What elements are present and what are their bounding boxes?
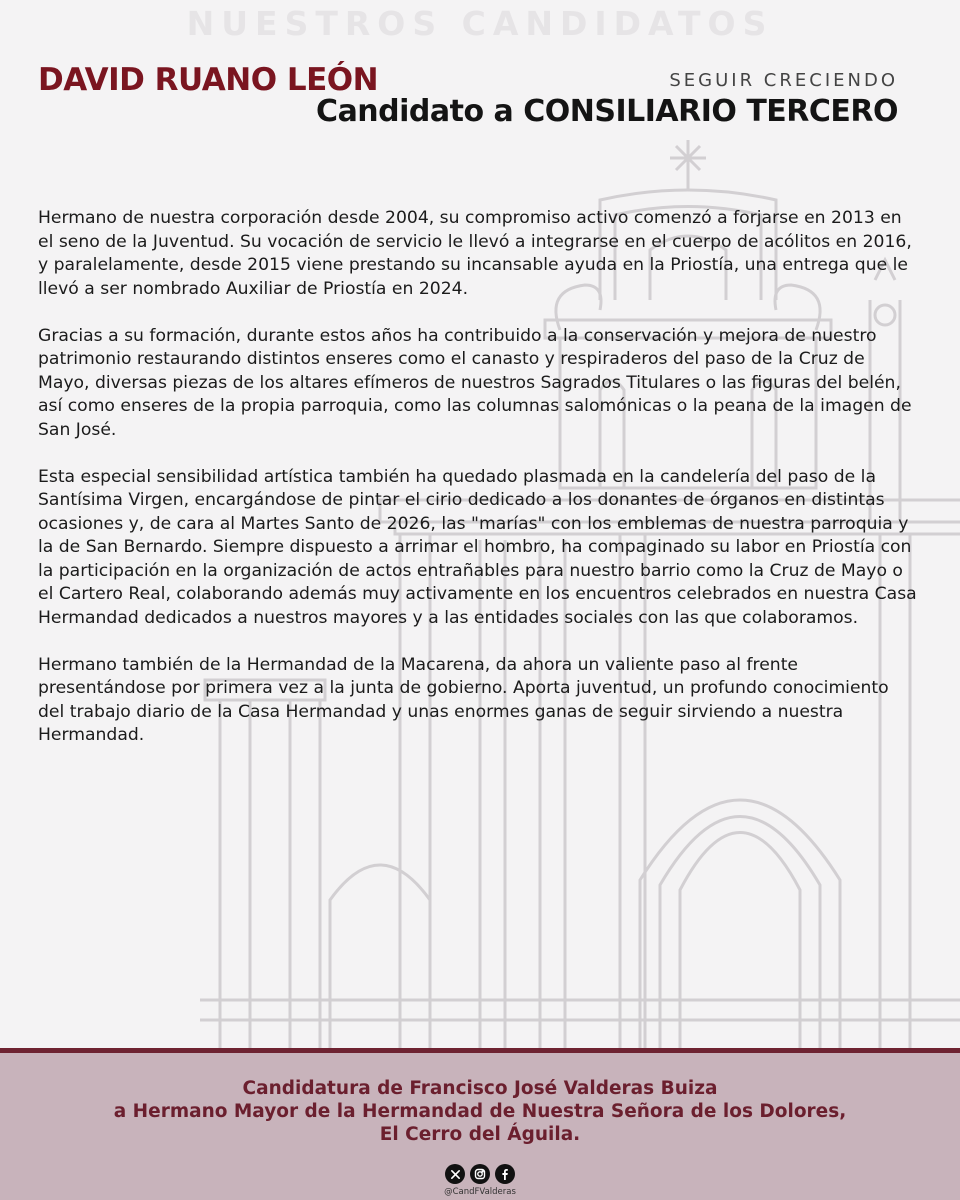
bio-paragraph: Hermano también de la Hermandad de la Macarena, da ahora un valiente paso al frente presentándose por primera vez a la junta de gobierno. Aporta juventud, un profundo conocimiento del trabajo diario de la Casa Hermandad y unas enormes ganas de seguir sirviendo a nuestra Hermandad.	[38, 654, 889, 745]
bio-paragraph: Gracias a su formación, durante estos años ha contribuido a la conservación y mejora de nuestro patrimonio restaurando distintos enseres como el canasto y respiraderos del paso de la Cruz de Mayo, diversas piezas de los altares efímeros de nuestros Sagrados Titulares o las figuras del belén, así como enseres de la propia parroquia, como las columnas salomónicas o la peana de la imagen de San José.	[38, 325, 912, 440]
candidate-header	[38, 58, 898, 138]
facebook-icon[interactable]	[495, 1164, 515, 1184]
candidate-role: Candidato a CONSILIARIO TERCERO	[316, 94, 898, 129]
instagram-icon[interactable]	[470, 1164, 490, 1184]
campaign-slogan: SEGUIR CRECIENDO	[669, 70, 898, 91]
candidate-name: DAVID RUANO LEÓN	[38, 62, 379, 98]
candidate-biography	[38, 207, 920, 771]
candidacy-line: a Hermano Mayor de la Hermandad de Nuestra Señora de los Dolores,	[113, 1101, 847, 1122]
footer-banner	[0, 1048, 960, 1200]
x-icon[interactable]	[445, 1164, 465, 1184]
social-links	[0, 1164, 960, 1184]
candidacy-statement	[0, 1077, 960, 1146]
bio-paragraph: Hermano de nuestra corporación desde 2004, su compromiso activo comenzó a forjarse en 2013 en el seno de la Juventud. Su vocación de servicio le llevó a integrarse en el cuerpo de acólitos en 2016, y paralelamente, desde 2015 viene prestando su incansable ayuda en la Priostía, una entrega que le llevó a ser nombrado Auxiliar de Priostía en 2024.	[38, 208, 912, 299]
candidacy-line: Candidatura de Francisco José Valderas Buiza	[242, 1078, 718, 1099]
watermark-title: NUESTROS CANDIDATOS	[186, 4, 774, 43]
bio-paragraph: Esta especial sensibilidad artística también ha quedado plasmada en la candelería del paso de la Santísima Virgen, encargándose de pintar el cirio dedicado a los donantes de órganos en distintas ocasiones y, de cara al Martes Santo de 2026, las "marías" con los emblemas de nuestra parroquia y la de San Bernardo. Siempre dispuesto a arrimar el hombro, ha compaginado su labor en Priostía con la participación en la organización de actos entrañables para nuestro barrio como la Cruz de Mayo o el Cartero Real, colaborando además muy activamente en los encuentros celebrados en nuestra Casa Hermandad dedicados a nuestros mayores y a las entidades sociales con las que colaboramos.	[38, 466, 917, 628]
social-handle[interactable]: @CandFValderas	[444, 1187, 516, 1197]
candidacy-line: El Cerro del Águila.	[379, 1124, 581, 1145]
